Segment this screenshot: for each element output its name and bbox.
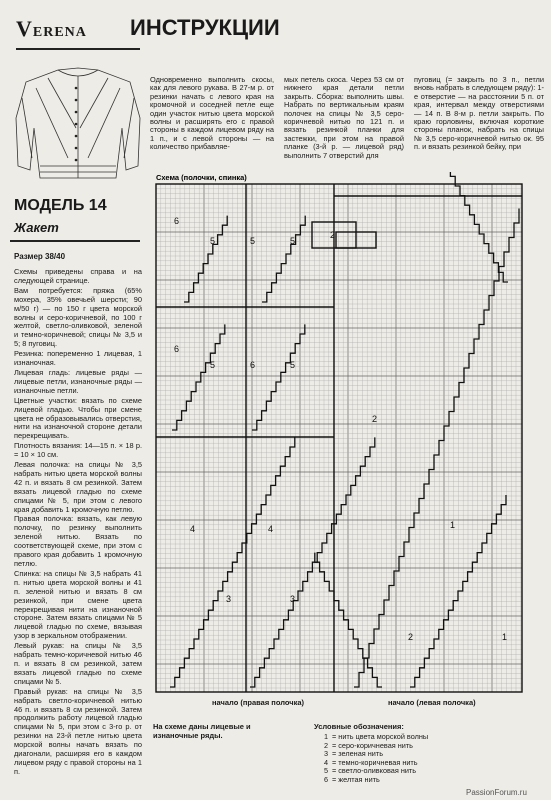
chart-grid — [156, 184, 522, 692]
model-rule — [10, 240, 140, 242]
instructions-col-2: мых петель скоса. Через 53 см от нижнего края детали петли закрыть. Сборка: выполнить швы. Набрать по вертикальным краям полочек на спицы № 3,5 серо-коричневой нитью по 121 п. и вязать резинкой планки для застежки, при этом на правой планке (3-й р. — лицевой ряд) выполнить 7 отверстий для — [284, 75, 404, 160]
section-title: ИНСТРУКЦИИ — [130, 15, 280, 40]
start-right-label: начало (правая полочка) — [212, 698, 305, 707]
legend — [314, 733, 494, 785]
page-header — [6, 6, 546, 46]
region-number: 5 — [210, 360, 216, 370]
legend-title: Условные обозначения: — [314, 722, 404, 731]
start-left-label: начало (левая полочка) — [388, 698, 476, 707]
region-number: 1 — [502, 632, 508, 642]
color-boundaries — [170, 172, 519, 687]
legend-item: 4 = темно-коричневая нить — [323, 757, 418, 767]
region-number: 5 — [290, 360, 296, 370]
jacket-sketch — [8, 48, 148, 194]
brand-logo: VERENA — [16, 16, 87, 41]
region-number: 4 — [268, 524, 274, 534]
chart-title: Схема (полочки, спинка) — [156, 173, 247, 182]
region-number: 2 — [408, 632, 414, 642]
instructions-col-1: Одновременно выполнить скосы, как для левого рукава. В 27-м р. от резинки начать с левого края на кромочной и соседней петле еще один участок нитью цвета морской волны и расширять его с правой стороны в каждом лицевом ряду на 1 п., и с левой стороны — на количество прибавляе- — [150, 75, 274, 152]
instruction-paragraph: Лицевая гладь: лицевые ряды — лицевые петли, изнаночные ряды — изнаночные петли. — [14, 367, 142, 395]
region-number: 6 — [174, 344, 180, 354]
legend-item: 6 = желтая нить — [323, 774, 380, 784]
legend-item: 3 = зеленая нить — [323, 749, 383, 759]
instruction-paragraph: Левый рукав: на спицы № 3,5 набрать темно-коричневой нитью 46 п. и вязать 8 см резинкой, затем вязать лицевой гладью по схеме спицами № 5. — [14, 641, 142, 686]
region-number: 6 — [250, 360, 256, 370]
instruction-paragraph: Схемы приведены справа и на следующей странице. — [14, 267, 142, 285]
legend-item: 2 = серо-коричневая нить — [323, 740, 413, 750]
region-number: 1 — [450, 520, 456, 530]
instruction-paragraph: Цветные участки: вязать по схеме лицевой гладью. Чтобы при смене цвета не образовывались отверстия, нити на изнаночной стороне детали перекрещивать. — [14, 395, 142, 441]
region-number: 4 — [190, 524, 196, 534]
instructions-left-column — [14, 268, 142, 778]
legend-item: 5 = светло-оливковая нить — [323, 766, 417, 776]
instruction-paragraph: Правая полочка: вязать, как левую полочку, по резинку выполнить зеленой нитью. Вязать по соответствующей схеме, при этом с правого края добавить 1 кромочную петлю. — [14, 514, 142, 568]
legend-note: На схеме даны лицевые и изнаночные ряды. — [153, 722, 251, 740]
instruction-paragraph: Спинка: на спицы № 3,5 набрать 41 п. нитью цвета морской волны и 41 п. зеленой нитью и вязать 8 см резинкой, при смене цвета перекрещивая нити на изнаночной стороне. Затем вязать спицами № 5 лицевой гладью по схеме, вязывая узор в зеркальном отображении. — [14, 568, 142, 641]
model-subtitle: Жакет — [14, 220, 59, 235]
region-number: 5 — [290, 236, 296, 246]
instruction-paragraph: Левая полочка: на спицы № 3,5 набрать нитью цвета морской волны 42 п. и вязать 8 см резинкой. Затем вязать лицевой гладью по схеме спицами № 5, при этом с левого края добавить 1 кромочную петлю. — [14, 460, 142, 514]
instruction-paragraph: Плотность вязания: 14—15 п. × 18 р. = 10 × 10 см. — [14, 441, 142, 460]
instruction-paragraph: Резинка: попеременно 1 лицевая, 1 изнаночная. — [14, 349, 142, 368]
watermark: PassionForum.ru — [466, 788, 527, 797]
size-label: Размер 38/40 — [14, 252, 66, 261]
region-number: 2 — [372, 414, 378, 424]
region-number: 5 — [250, 236, 256, 246]
knitting-chart — [150, 172, 530, 717]
region-number: 6 — [174, 216, 180, 226]
legend-item: 1 = нить цвета морской волны — [323, 732, 429, 741]
instruction-paragraph: Вам потребуется: пряжа (65% мохера, 35% овечьей шерсти; 90 м/50 г) — по 150 г цвета морской волны и серо-коричневой, по 100 г желтой, светло-оливковой, зеленой и темно-коричневой; спицы № 3,5 и 5; 8 пуговиц. — [14, 285, 142, 349]
region-number: 5 — [210, 236, 216, 246]
instructions-col-3: пуговиц (= закрыть по 3 п., петли вновь набрать в следующем ряду): 1-е отверстие — на расстоянии 5 п. от края, интервал между отверстиями — 14 п. В 8-м р. петли закрыть. По краю горловины, включая короткие стороны планок, набрать на спицы № 3,5 серо-коричневой нитью ок. 95 п. и вязать резинкой бейку, при — [414, 75, 544, 152]
model-title: МОДЕЛЬ 14 — [14, 197, 107, 214]
region-number: 3 — [290, 594, 296, 604]
instruction-paragraph: Правый рукав: на спицы № 3,5 набрать светло-коричневой нитью 46 п. и вязать 8 см резинкой. Затем продолжить работу лицевой гладью спицами № 5, при этом с 3-го р. от резинки на 23-й петле нитью цвета морской волны начать вязать по диагонали, расширяя его в каждом лицевом ряду с правой стороны на 1 п. — [14, 686, 142, 776]
region-number: 3 — [226, 594, 232, 604]
region-number: 2 — [330, 230, 336, 240]
